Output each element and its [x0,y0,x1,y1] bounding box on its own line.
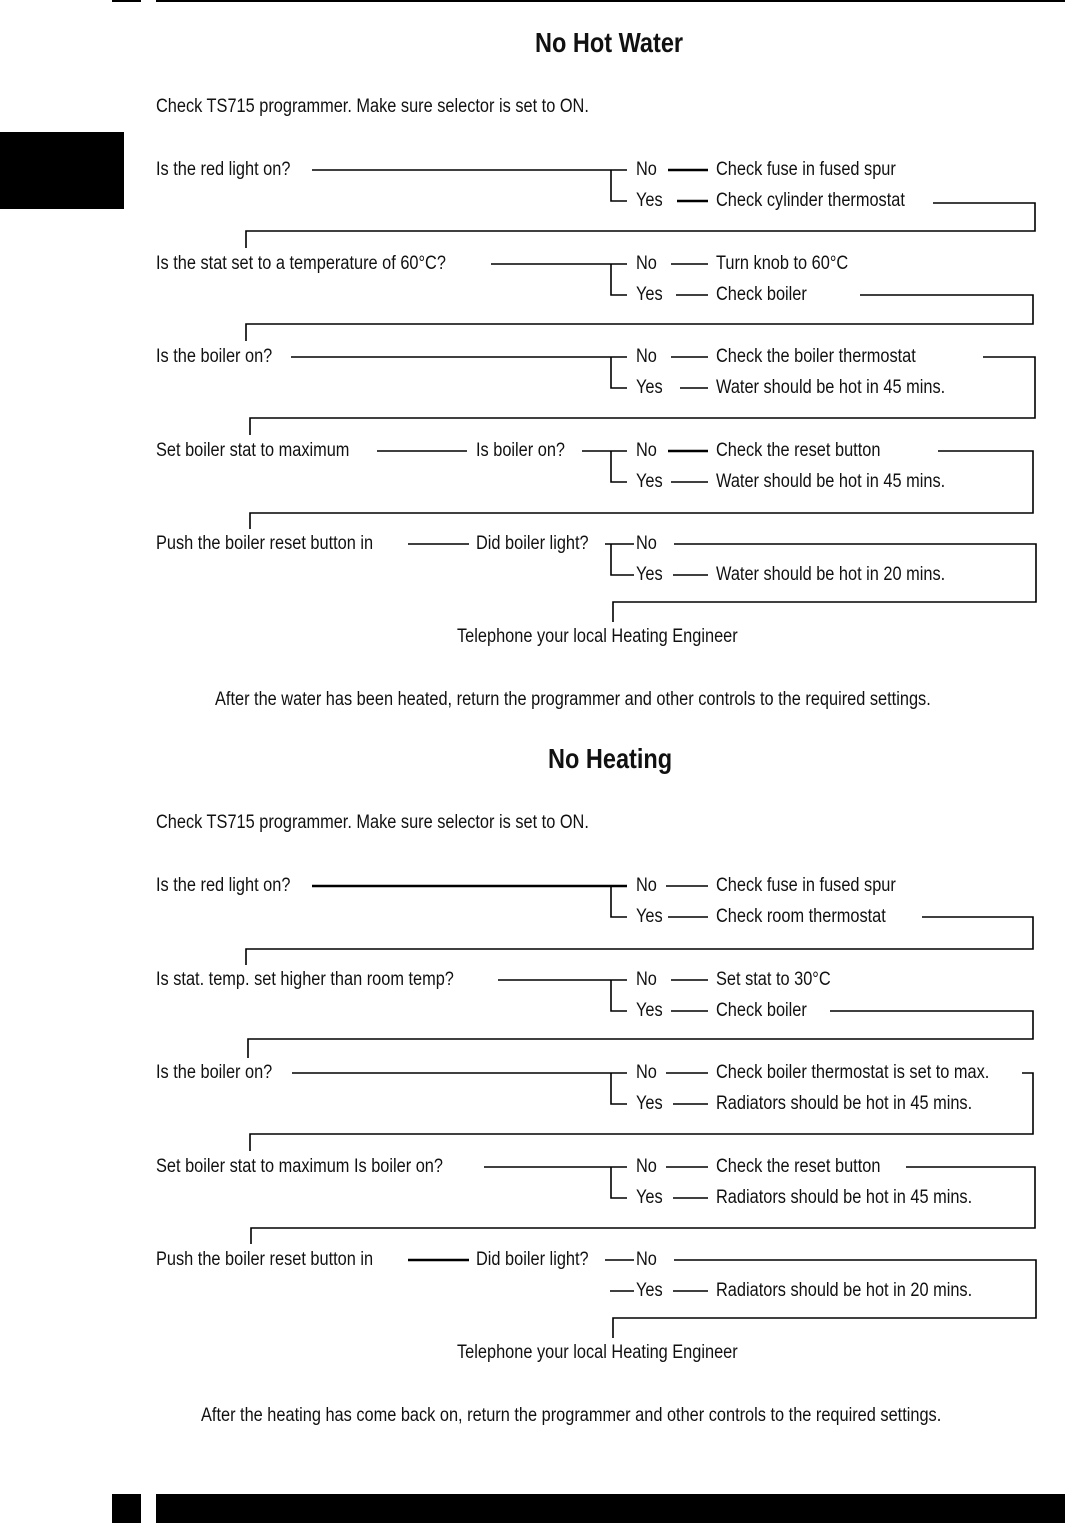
answer-yes: Yes [636,1280,663,1301]
telephone-engineer: Telephone your local Heating Engineer [457,1342,738,1363]
footer-note: After the water has been heated, return the programmer and other controls to the required settings. [215,689,931,710]
answer-no: No [636,1156,657,1177]
question-5-check: Did boiler light? [476,533,589,554]
answer-no: No [636,1062,657,1083]
intro-text: Check TS715 programmer. Make sure selector is set to ON. [156,812,589,833]
action-yes: Water should be hot in 20 mins. [716,564,946,585]
footer-note: After the heating has come back on, return the programmer and other controls to the required settings. [201,1405,942,1426]
question-4: Set boiler stat to maximum Is boiler on? [156,1156,443,1177]
question-3: Is the boiler on? [156,1062,273,1083]
question-5: Push the boiler reset button in [156,533,374,554]
action-yes: Check room thermostat [716,906,886,927]
question-1: Is the red light on? [156,159,291,180]
action-no: Check the boiler thermostat [716,346,916,367]
action-yes: Water should be hot in 45 mins. [716,377,946,398]
action-yes: Radiators should be hot in 45 mins. [716,1093,973,1114]
question-5-check: Did boiler light? [476,1249,589,1270]
action-no: Check the reset button [716,1156,881,1177]
answer-yes: Yes [636,1187,663,1208]
answer-yes: Yes [636,471,663,492]
action-no: Check fuse in fused spur [716,875,896,896]
question-1: Is the red light on? [156,875,291,896]
action-yes: Check boiler [716,284,807,305]
question-4-check: Is boiler on? [476,440,566,461]
question-2: Is stat. temp. set higher than room temp? [156,969,454,990]
section-title: No Heating [548,743,673,774]
answer-yes: Yes [636,284,663,305]
telephone-engineer: Telephone your local Heating Engineer [457,626,738,647]
action-no: Check fuse in fused spur [716,159,896,180]
question-3: Is the boiler on? [156,346,273,367]
section-title: No Hot Water [535,27,684,58]
answer-no: No [636,875,657,896]
action-yes: Water should be hot in 45 mins. [716,471,946,492]
answer-yes: Yes [636,1000,663,1021]
question-2: Is the stat set to a temperature of 60°C? [156,253,446,274]
answer-yes: Yes [636,190,663,211]
answer-yes: Yes [636,906,663,927]
answer-no: No [636,440,657,461]
answer-no: No [636,969,657,990]
intro-text: Check TS715 programmer. Make sure selector is set to ON. [156,96,589,117]
action-yes: Check boiler [716,1000,807,1021]
action-yes: Radiators should be hot in 45 mins. [716,1187,973,1208]
question-4: Set boiler stat to maximum [156,440,350,461]
question-5: Push the boiler reset button in [156,1249,374,1270]
answer-no: No [636,159,657,180]
action-yes: Radiators should be hot in 20 mins. [716,1280,973,1301]
answer-no: No [636,1249,657,1270]
answer-yes: Yes [636,377,663,398]
action-no: Check the reset button [716,440,881,461]
action-no: Check boiler thermostat is set to max. [716,1062,990,1083]
action-no: Turn knob to 60°C [716,253,849,274]
answer-no: No [636,346,657,367]
action-no: Set stat to 30°C [716,969,831,990]
answer-yes: Yes [636,1093,663,1114]
action-yes: Check cylinder thermostat [716,190,905,211]
answer-yes: Yes [636,564,663,585]
answer-no: No [636,533,657,554]
answer-no: No [636,253,657,274]
